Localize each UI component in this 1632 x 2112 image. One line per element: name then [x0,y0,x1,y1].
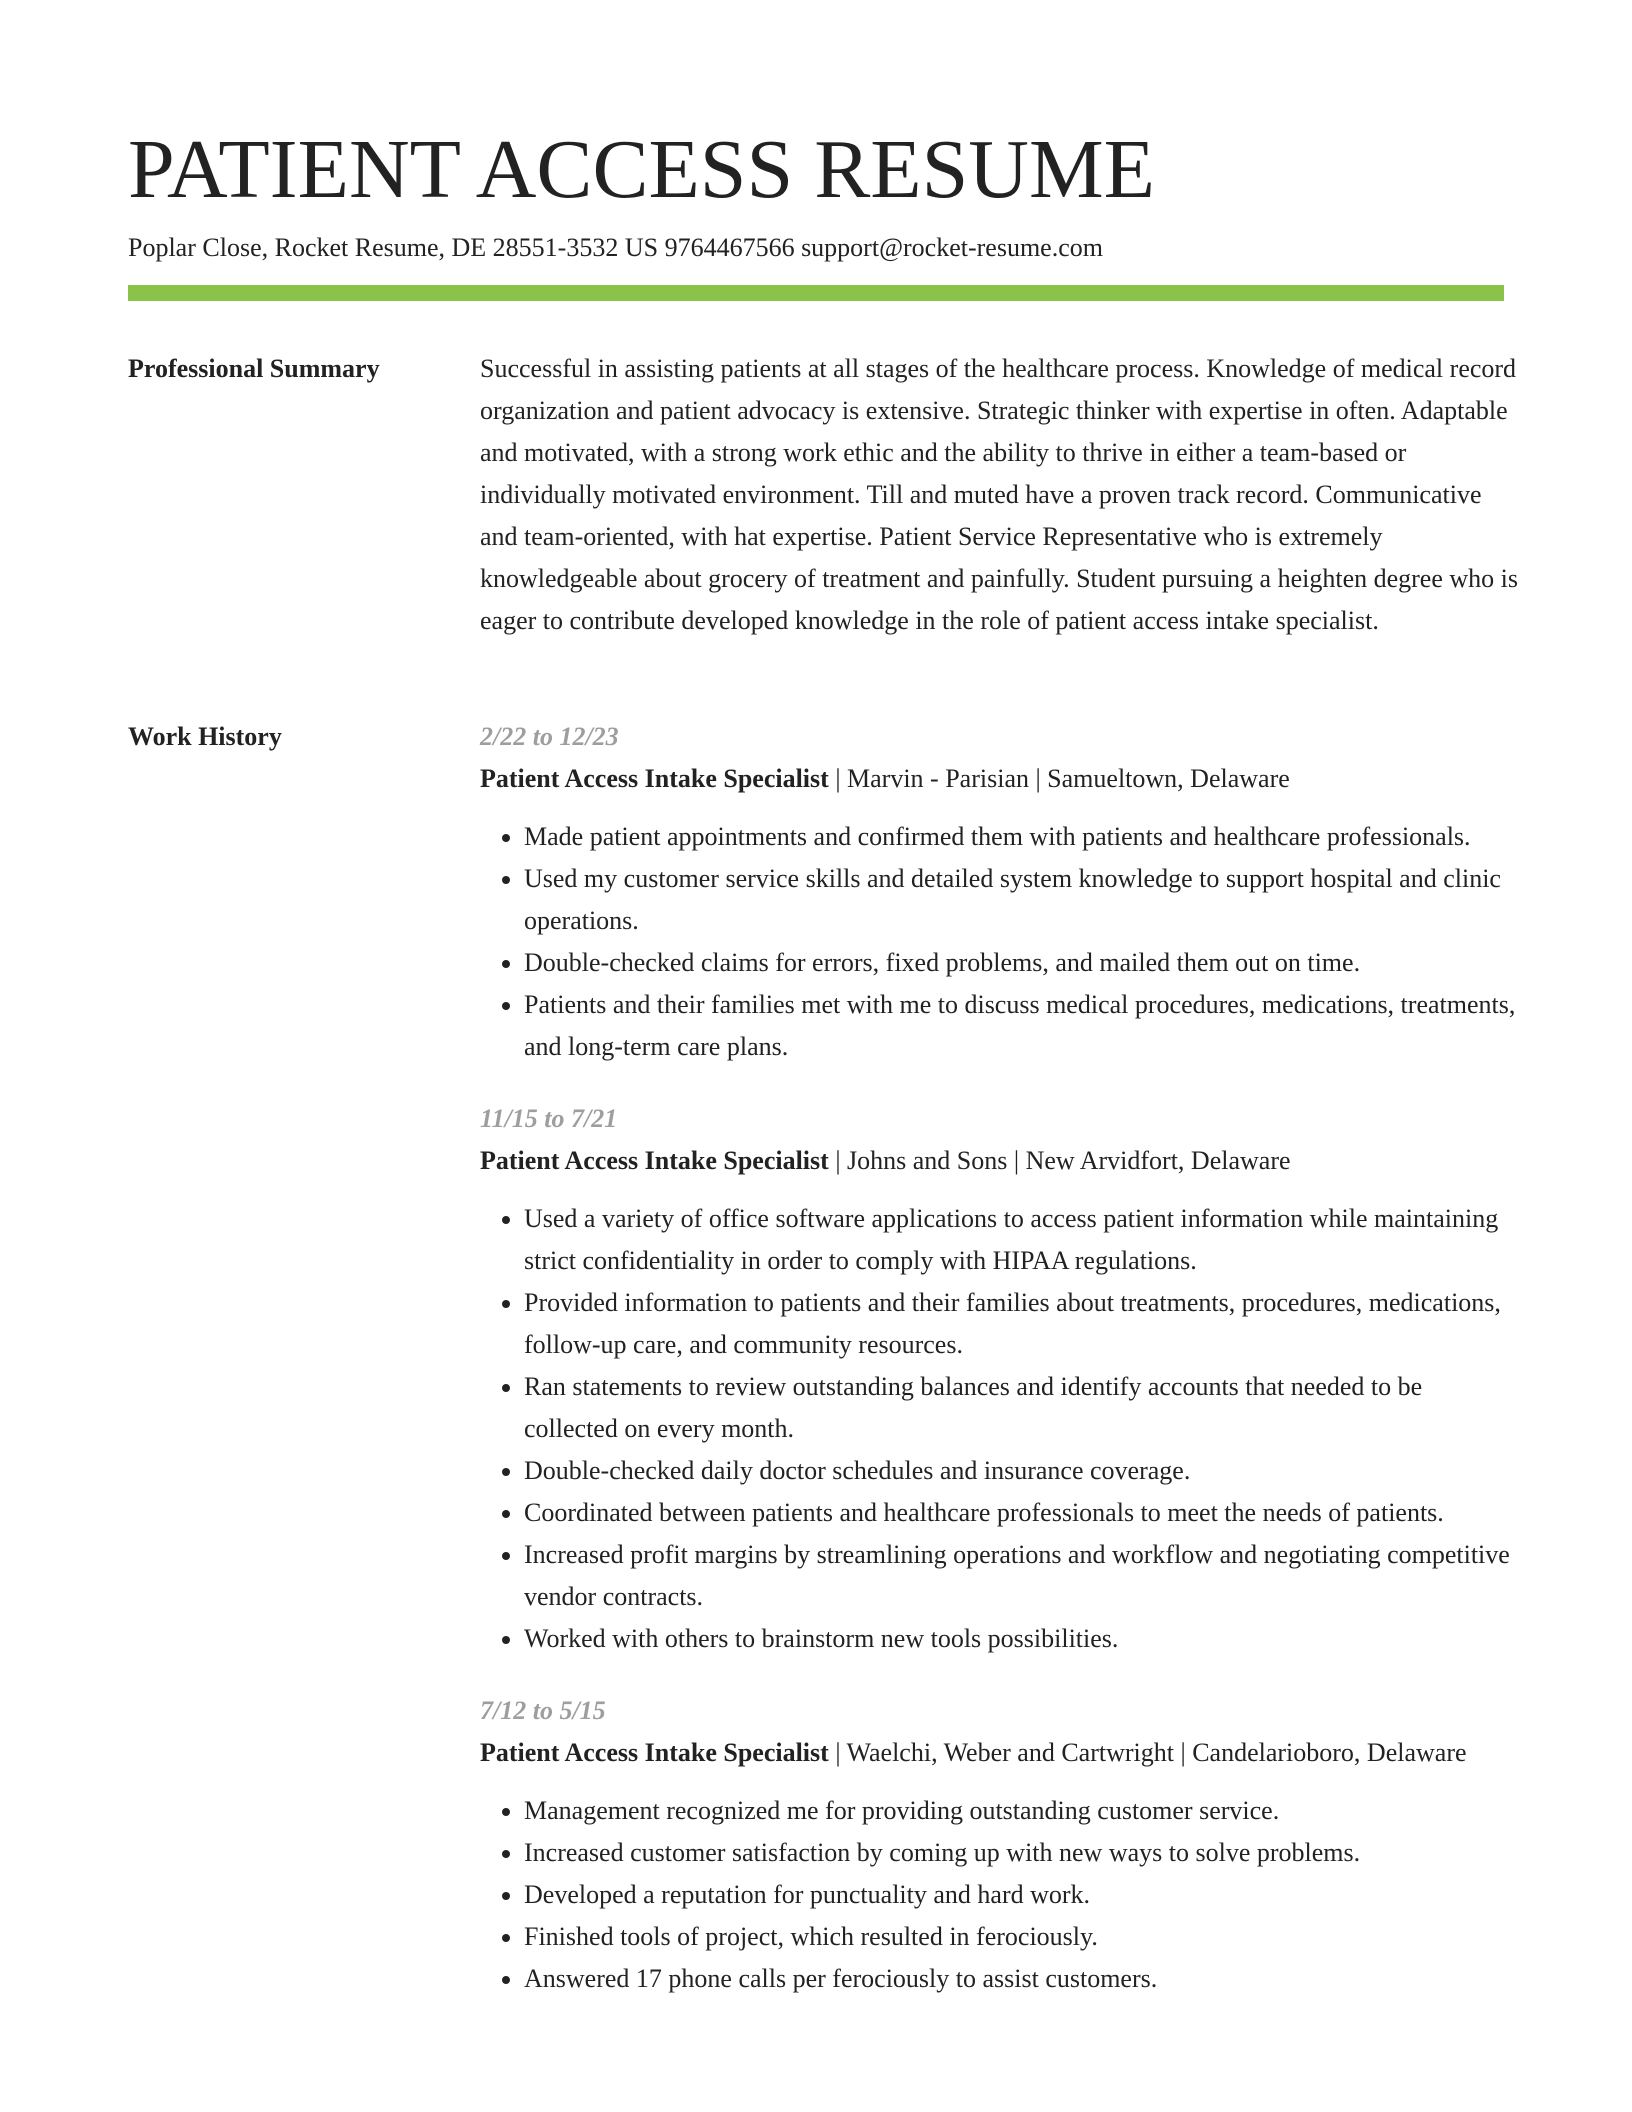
job-employer-location: | Johns and Sons | New Arvidfort, Delaware [828,1146,1291,1175]
header-divider [128,285,1504,301]
job-bullet-item: • Double-checked claims for errors, fixed problems, and mailed them out on time. [524,942,1520,984]
job-employer-location: | Waelchi, Weber and Cartwright | Candelarioboro, Delaware [828,1738,1467,1767]
job-bullet-item: • Worked with others to brainstorm new tools possibilities. [524,1618,1520,1660]
job-bullet-list [480,1198,1520,1660]
job-date: 7/12 to 5/15 [480,1696,606,1725]
job-bullet-item: • Management recognized me for providing outstanding customer service. [524,1790,1520,1832]
job-bullet-item: • Patients and their families met with me to discuss medical procedures, medications, treatments, and long-term care plans. [524,984,1520,1068]
job-bullet-item: • Increased customer satisfaction by coming up with new ways to solve problems. [524,1832,1520,1874]
job-date: 2/22 to 12/23 [480,722,619,751]
job-bullet-item: • Finished tools of project, which resulted in ferociously. [524,1916,1520,1958]
job-bullet-item: • Made patient appointments and confirmed them with patients and healthcare professionals. [524,816,1520,858]
job-bullet-list [480,1790,1520,2000]
job-heading [480,1732,1520,1774]
job-title: Patient Access Intake Specialist [480,764,829,793]
job-date: 11/15 to 7/21 [480,1104,618,1133]
job-bullet-item: • Used a variety of office software applications to access patient information while maintaining strict confidentiality in order to comply with HIPAA regulations. [524,1198,1520,1282]
job-heading [480,1140,1520,1182]
job-bullet-item: • Coordinated between patients and healthcare professionals to meet the needs of patients. [524,1492,1520,1534]
job-list-container [480,716,1520,2000]
contact-line: Poplar Close, Rocket Resume, DE 28551-3532 US 9764467566 support@rocket-resume.com [128,233,1103,262]
job-heading [480,758,1520,800]
resume-title: PATIENT ACCESS RESUME [128,123,1155,216]
work-history-section [480,716,1520,2030]
job-bullet-item: • Double-checked daily doctor schedules and insurance coverage. [524,1450,1520,1492]
job-bullet-item: • Ran statements to review outstanding balances and identify accounts that needed to be collected on every month. [524,1366,1520,1450]
job-entry [480,1690,1520,2000]
job-title: Patient Access Intake Specialist [480,1738,829,1767]
job-bullet-item: • Provided information to patients and their families about treatments, procedures, medications, follow-up care, and community resources. [524,1282,1520,1366]
job-bullet-item: • Answered 17 phone calls per ferociously to assist customers. [524,1958,1520,2000]
job-title: Patient Access Intake Specialist [480,1146,829,1175]
job-entry [480,1098,1520,1660]
job-bullet-item: • Developed a reputation for punctuality and hard work. [524,1874,1520,1916]
professional-summary-text: Successful in assisting patients at all stages of the healthcare process. Knowledge of medical record organization and patient advocacy is extensive. Strategic thinker with expertise in often. Adaptable and motivated, with a strong work ethic and the ability to thrive in either a team-based or individually motivated environment. Till and muted have a proven track record. Communicative and team-oriented, with hat expertise. Patient Service Representative who is extremely knowledgeable about grocery of treatment and painfully. Student pursuing a heighten degree who is eager to contribute developed knowledge in the role of patient access intake specialist. [480,354,1519,635]
work-history-label: Work History [128,722,282,751]
job-employer-location: | Marvin - Parisian | Samueltown, Delaware [828,764,1290,793]
professional-summary-label: Professional Summary [128,354,380,383]
job-entry [480,716,1520,1068]
job-bullet-item: • Increased profit margins by streamlining operations and workflow and negotiating competitive vendor contracts. [524,1534,1520,1618]
job-bullet-list [480,816,1520,1068]
professional-summary-section [480,348,1520,642]
job-bullet-item: • Used my customer service skills and detailed system knowledge to support hospital and clinic operations. [524,858,1520,942]
